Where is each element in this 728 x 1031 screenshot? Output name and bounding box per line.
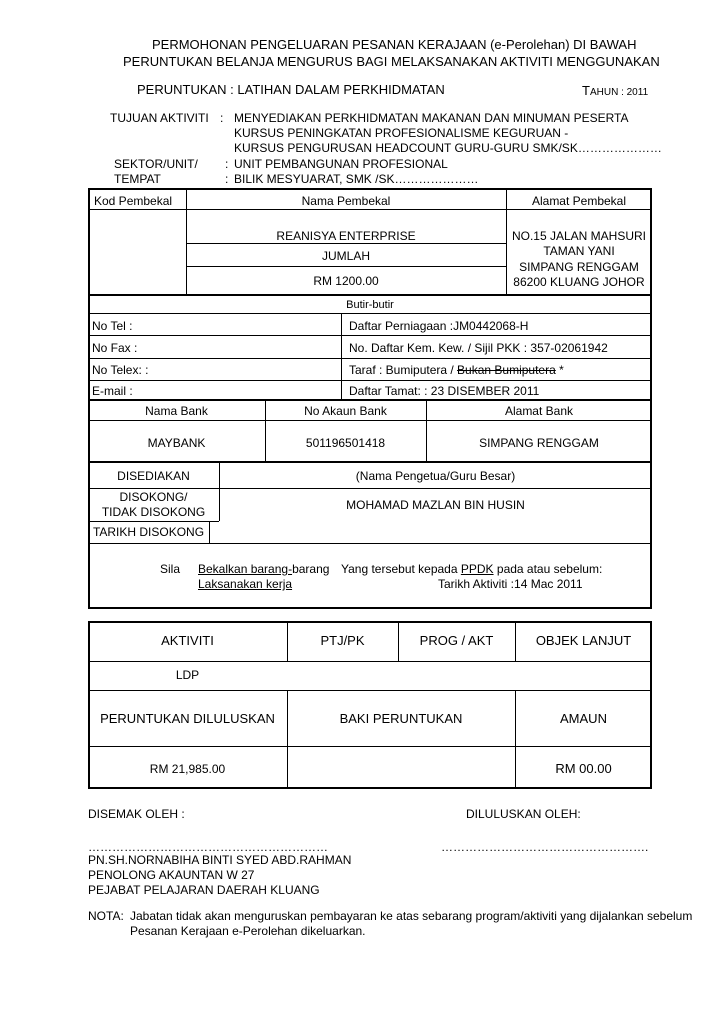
daftar-kem-kew: No. Daftar Kem. Kew. / Sijil PKK : 357-02061942	[349, 341, 608, 355]
disemak-oleh: DISEMAK OLEH :	[88, 807, 185, 821]
diluluskan-oleh: DILULUSKAN OLEH:	[466, 807, 581, 821]
nota-label: NOTA:	[88, 909, 124, 923]
tujuan-label: TUJUAN AKTIVITI	[110, 111, 209, 125]
amaun-value: RM 00.00	[555, 761, 612, 776]
sektor-value: UNIT PEMBANGUNAN PROFESIONAL	[234, 157, 448, 171]
tujuan-line-2: KURSUS PENINGKATAN PROFESIONALISME KEGURUAN -	[234, 126, 569, 140]
sila-label: Sila	[160, 562, 181, 576]
taraf: Taraf : Bumiputera / Bukan Bumiputera *	[349, 363, 564, 377]
header-kod-pembekal: Kod Pembekal	[94, 194, 173, 208]
signature-line-left: ……………………………………………………	[88, 840, 328, 854]
email: E-mail :	[92, 384, 133, 398]
tempat-value: BILIK MESYUARAT, SMK /SK…………………	[234, 172, 479, 186]
title-line-1: PERMOHONAN PENGELUARAN PESANAN KERAJAAN (e-Perolehan) DI BAWAH	[152, 37, 637, 52]
bank-account: 501196501418	[305, 436, 386, 450]
pengetua-label: (Nama Pengetua/Guru Besar)	[355, 469, 516, 483]
bank-address: SIMPANG RENGGAM	[479, 436, 599, 450]
no-fax: No Fax :	[92, 341, 138, 355]
aktiviti-ldp: LDP	[175, 668, 200, 682]
header-no-akaun: No Akaun Bank	[304, 404, 387, 418]
pengetua-name: MOHAMAD MAZLAN BIN HUSIN	[346, 498, 525, 512]
laksanakan-text: Laksanakan kerja	[198, 577, 293, 591]
nota-line-1: Jabatan tidak akan menguruskan pembayaran ke atas sebarang program/aktiviti yang dijalankan sebelum	[130, 909, 693, 923]
sektor-label: SEKTOR/UNIT/	[114, 157, 198, 171]
tahun-label: TAHUN : 2011	[582, 83, 649, 98]
disokong-label-1: DISOKONG/	[119, 490, 188, 504]
peruntukan-value: RM 21,985.00	[149, 762, 226, 776]
checker-position: PENOLONG AKAUNTAN W 27	[88, 868, 255, 882]
daftar-perniagaan: Daftar Perniagaan :JM0442068-H	[349, 319, 529, 333]
tempat-colon: :	[225, 172, 229, 186]
header-peruntukan-diluluskan: PERUNTUKAN DILULUSKAN	[100, 711, 275, 726]
signature-line-right: …………………………………………….	[441, 840, 649, 854]
jumlah-label: JUMLAH	[321, 249, 370, 263]
daftar-tamat: Daftar Tamat: : 23 DISEMBER 2011	[349, 384, 540, 398]
header-alamat-pembekal: Alamat Pembekal	[531, 194, 627, 208]
nota-line-2: Pesanan Kerajaan e-Perolehan dikeluarkan.	[130, 924, 366, 938]
header-amaun: AMAUN	[560, 711, 607, 726]
checker-office: PEJABAT PELAJARAN DAERAH KLUANG	[88, 883, 320, 897]
butir-butir-label: Butir-butir	[346, 299, 394, 311]
checker-name: PN.SH.NORNABIHA BINTI SYED ABD.RAHMAN	[88, 853, 352, 867]
alamat-line-3: SIMPANG RENGGAM	[519, 260, 639, 274]
sektor-colon: :	[225, 157, 229, 171]
tujuan-colon: :	[220, 111, 224, 125]
bekalkan-text: Bekalkan barang-barang	[198, 562, 330, 576]
header-ptj: PTJ/PK	[320, 633, 365, 648]
tempat-label: TEMPAT	[114, 172, 161, 186]
disokong-label-2: TIDAK DISOKONG	[101, 505, 206, 519]
peruntukan-title: PERUNTUKAN : LATIHAN DALAM PERKHIDMATAN	[137, 82, 445, 97]
yang-tersebut-text: Yang tersebut kepada PPDK pada atau sebelum:	[341, 562, 603, 576]
alamat-line-2: TAMAN YANI	[543, 244, 615, 258]
alamat-line-1: NO.15 JALAN MAHSURI	[511, 229, 647, 243]
tujuan-line-1: MENYEDIAKAN PERKHIDMATAN MAKANAN DAN MINUMAN PESERTA	[234, 111, 629, 125]
title-line-2: PERUNTUKAN BELANJA MENGURUS BAGI MELAKSANAKAN AKTIVITI MENGGUNAKAN	[123, 54, 660, 69]
header-alamat-bank: Alamat Bank	[504, 404, 574, 418]
header-nama-bank: Nama Bank	[145, 404, 208, 418]
header-baki-peruntukan: BAKI PERUNTUKAN	[339, 711, 463, 726]
no-tel: No Tel :	[92, 319, 133, 333]
header-nama-pembekal: Nama Pembekal	[301, 194, 391, 208]
jumlah-value: RM 1200.00	[313, 274, 379, 288]
tarikh-aktiviti: Tarikh Aktiviti :14 Mac 2011	[438, 577, 583, 591]
bank-name: MAYBANK	[147, 436, 206, 450]
alamat-line-4: 86200 KLUANG JOHOR	[513, 275, 645, 289]
disediakan-label: DISEDIAKAN	[117, 469, 190, 483]
header-aktiviti: AKTIVITI	[161, 633, 214, 648]
tarikh-disokong-label: TARIKH DISOKONG	[92, 525, 205, 539]
supplier-name: REANISYA ENTERPRISE	[276, 229, 416, 243]
header-prog: PROG / AKT	[419, 633, 494, 648]
no-telex: No Telex: :	[92, 363, 149, 377]
header-objek: OBJEK LANJUT	[535, 633, 632, 648]
tujuan-line-3: KURSUS PENGURUSAN HEADCOUNT GURU-GURU SMK/SK…………………	[234, 141, 662, 155]
